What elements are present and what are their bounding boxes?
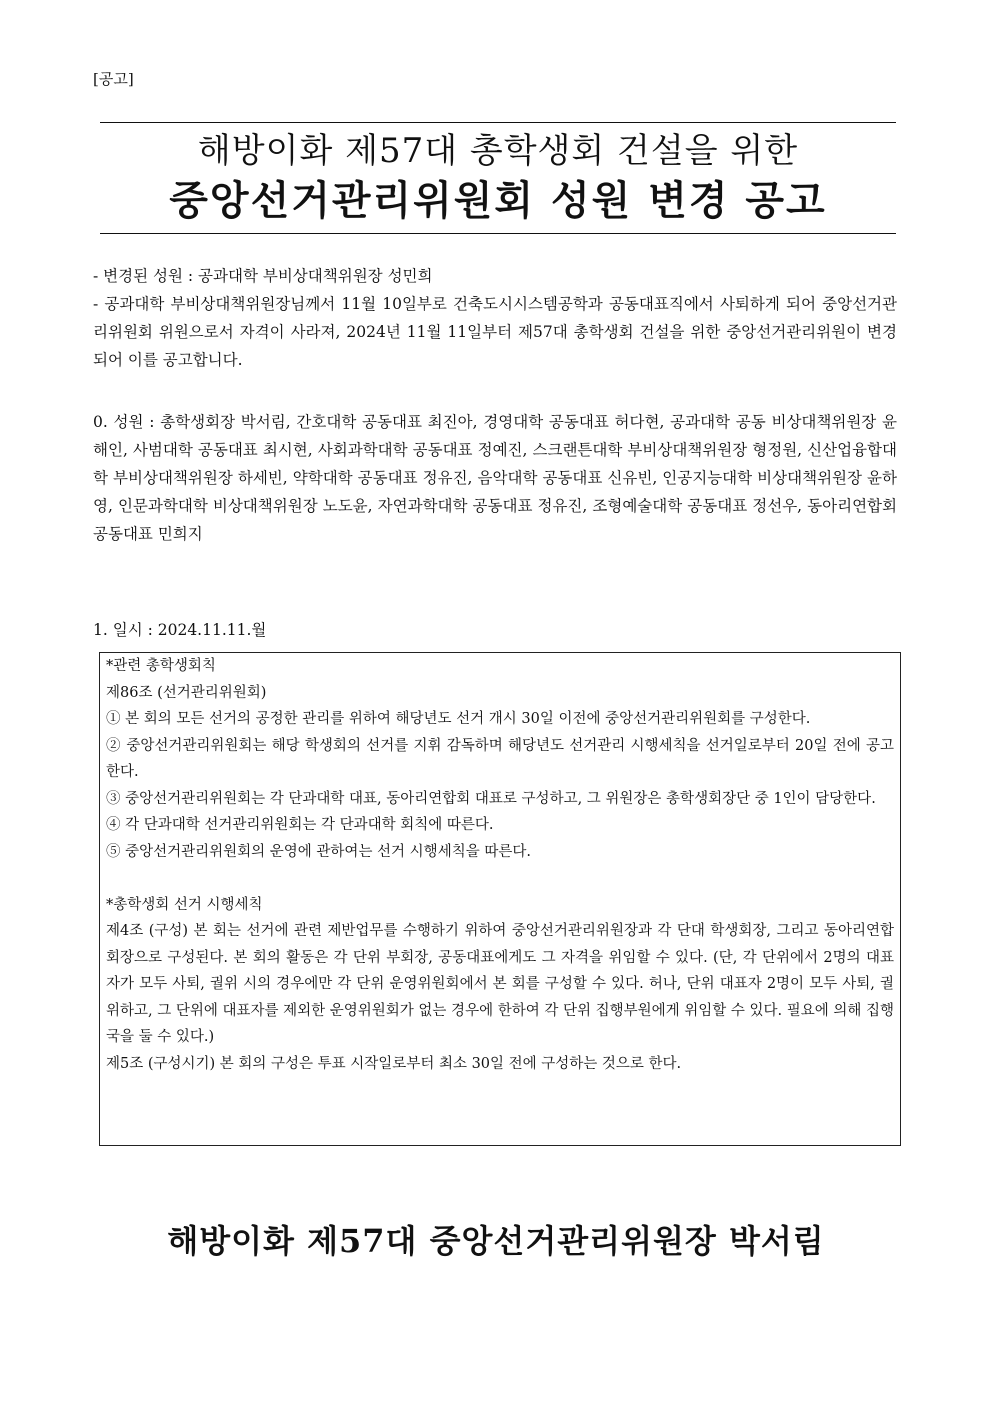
article-4: 제4조 (구성) 본 회는 선거에 관련 제반업무를 수행하기 위하여 중앙선거관리위원장과 각 단대 학생회장, 그리고 동아리연합회장으로 구성된다. 본 회의 활동은 각 단위 부회장, 공동대표에게도 그 자격을 위임할 수 있다. (단, 각 단위에서 2명의 대표자가 모두 사퇴, 궐위 시의 경우에만 각 단위 운영위원회에서 본 회를 구성할 수 있다. 허나, 단위 대표자 2명이 모두 사퇴, 궐위하고, 그 단위에 대표자를 제외한 운영위원회가 없는 경우에 한하여 각 단위 집행부원에게 위임할 수 있다. 필요에 의해 집행국을 둘 수 있다.) [106,923,894,1045]
rules-section-2-heading: *총학생회 선거 시행세칙 [106,896,263,913]
title-line-2: 중앙선거관리위원회 성원 변경 공고 [169,177,827,224]
rules-box [99,652,901,1146]
notice-tag: [공고] [93,70,134,88]
article-86-title: 제86조 (선거관리위원회) [106,684,267,701]
article-86-item: ③ 중앙선거관리위원회는 각 단과대학 대표, 동아리연합회 대표로 구성하고, 그 위원장은 총학생회장단 중 1인이 담당한다. [106,790,876,807]
article-5: 제5조 (구성시기) 본 회의 구성은 투표 시작일로부터 최소 30일 전에 구성하는 것으로 한다. [106,1055,682,1072]
article-86-item: ① 본 회의 모든 선거의 공정한 관리를 위하여 해당년도 선거 개시 30일 이전에 중앙선거관리위원회를 구성한다. [106,711,811,727]
article-86-item: ② 중앙선거관리위원회는 해당 학생회의 선거를 지휘 감독하며 해당년도 선거관리 시행세칙을 선거일로부터 20일 전에 공고한다. [106,737,894,780]
members-list: 0. 성원 : 총학생회장 박서림, 간호대학 공동대표 최진아, 경영대학 공동대표 허다현, 공과대학 공동 비상대책위원장 윤해인, 사범대학 공동대표 최시현, 사회과학대학 공동대표 정예진, 스크랜튼대학 부비상대책위원장 형정원, 신산업융합대학 부비상대책위원장 하세빈, 약학대학 공동대표 정유진, 음악대학 공동대표 신유빈, 인공지능대학 비상대책위원장 윤하영, 인문과학대학 비상대책위원장 노도윤, 자연과학대학 공동대표 정유진, 조형예술대학 공동대표 정선우, 동아리연합회 공동대표 민희지 [93,413,897,543]
article-86-item: ④ 각 단과대학 선거관리위원회는 각 단과대학 회칙에 따른다. [106,817,494,833]
article-86-item: ⑤ 중앙선거관리위원회의 운영에 관하여는 선거 시행세칙을 따른다. [106,843,531,860]
title-line-1: 해방이화 제57대 총학생회 건설을 위한 [197,131,799,171]
title-block [100,122,896,234]
change-reason: - 공과대학 부비상대책위원장님께서 11월 10일부로 건축도시시스템공학과 공동대표직에서 사퇴하게 되어 중앙선거관리위원회 위원으로서 자격이 사라져, 2024년 11월 11일부터 제57대 총학생회 건설을 위한 중앙선거관리위원이 변경되어 이를 공고합니다. [93,295,897,369]
changed-member: - 변경된 성원 : 공과대학 부비상대책위원장 성민희 [93,267,433,285]
signature: 해방이화 제57대 중앙선거관리위원장 박서림 [167,1222,825,1260]
spacer [106,865,894,892]
change-notice [93,262,897,374]
date-line: 1. 일시 : 2024.11.11.월 [93,621,267,639]
rules-section-1-heading: *관련 총학생회칙 [106,658,216,674]
